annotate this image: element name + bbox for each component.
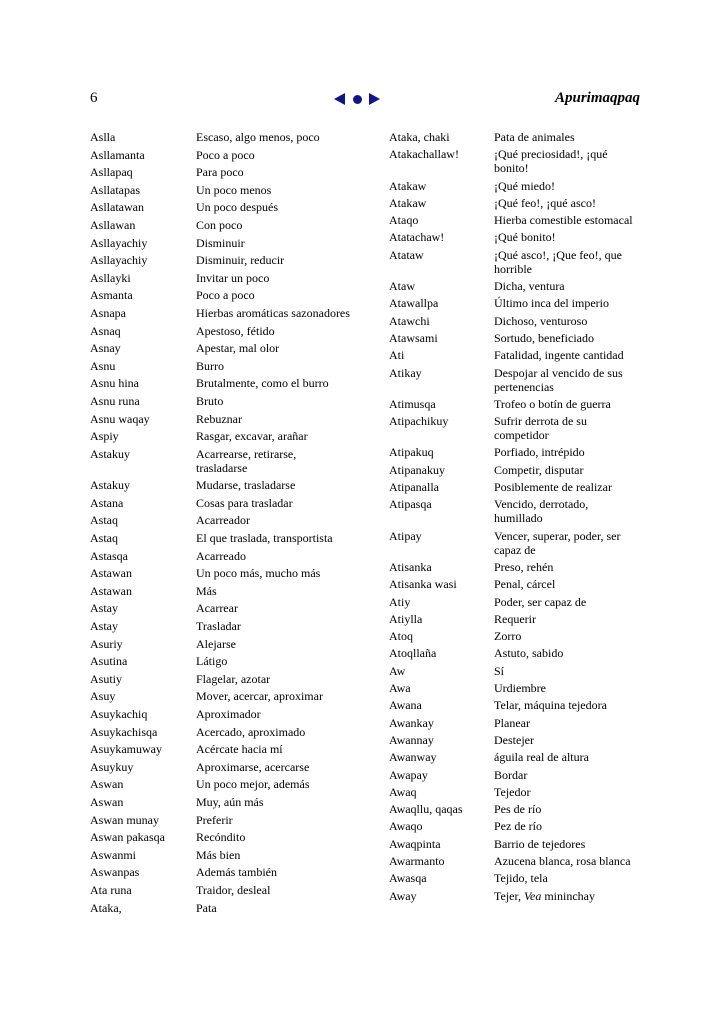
dictionary-entry [90,271,350,285]
dictionary-entry [389,733,639,747]
entry-term: Asnu hina [90,376,139,391]
dictionary-entry [90,200,350,214]
dictionary-entry [389,497,639,525]
entry-definition: Burro [196,358,224,373]
dictionary-entry [389,854,639,868]
entry-term: Astana [90,495,124,510]
dictionary-entry [389,560,639,574]
entry-definition: Disminuir, reducir [196,253,285,268]
entry-term: Asutiy [90,671,123,686]
entry-term: Asllawan [90,217,136,232]
entry-definition: ¡Qué feo!, ¡qué asco! [494,195,596,210]
dictionary-entry [389,331,639,345]
entry-term: Astaq [90,531,118,546]
entry-term: Asllatapas [90,182,140,197]
entry-definition: Competir, disputar [494,462,584,477]
dictionary-entry [90,689,350,703]
entry-term: Asllatawan [90,200,144,215]
entry-definition [494,889,639,903]
entry-definition: Preso, rehén [494,559,554,574]
dictionary-entry [389,716,639,730]
dictionary-entry [90,830,350,844]
entry-definition: Escaso, algo menos, poco [196,130,320,144]
entry-term: Awanway [389,750,437,765]
entry-term: Asuykamuway [90,742,162,757]
entry-definition: Mover, acercar, aproximar [196,689,323,704]
entry-term: Atiy [389,594,411,609]
entry-term: Atisanka [389,559,432,574]
dictionary-entry [389,837,639,851]
dictionary-entry [389,130,639,144]
dictionary-entry [90,883,350,897]
dictionary-entry [90,447,350,475]
entry-definition: Hierba comestible estomacal [494,213,633,228]
entry-term: Awapay [389,767,428,782]
entry-term: Asuykuy [90,759,134,774]
dictionary-entry [90,531,350,545]
entry-term: Astay [90,619,118,634]
entry-term: Atatachaw! [389,230,445,245]
definition-reference: Vea [524,888,542,903]
entry-definition: Un poco más, mucho más [196,566,321,581]
dictionary-entry [90,513,350,527]
entry-term: Asnu [90,358,116,373]
entry-term: Atipanakuy [389,462,445,477]
entry-definition: Recóndito [196,830,246,845]
entry-definition: Porfiado, intrépido [494,445,585,460]
entry-term: Astay [90,601,118,616]
entry-definition: Telar, máquina tejedora [494,698,607,713]
entry-term: Atataw [389,247,424,262]
entry-definition: Bruto [196,393,224,408]
right-column [389,130,639,906]
entry-definition: Traidor, desleal [196,882,271,897]
entry-term: Aswanmi [90,847,136,862]
entry-definition: Preferir [196,812,233,827]
entry-definition: Acarrearse, retirarse, trasladarse [196,446,297,475]
entry-definition: Con poco [196,217,243,232]
entry-term: Atimusqa [389,396,436,411]
dictionary-entry [389,819,639,833]
entry-definition: ¡Qué asco!, ¡Que feo!, que horrible [494,247,622,276]
entry-term: Ataka, [90,900,122,915]
entry-definition: Más [196,583,217,598]
entry-definition: Vencer, superar, poder, ser capaz de [494,528,621,557]
dictionary-entry [90,218,350,232]
dictionary-entry [90,306,350,320]
entry-term: Aw [389,663,406,678]
entry-term: Atisanka wasi [389,577,457,592]
entry-definition: Alejarse [196,636,236,651]
dictionary-entry [389,612,639,626]
entry-definition: Pez de río [494,819,542,834]
dictionary-entry [389,248,639,276]
dictionary-entry [90,865,350,879]
entry-term: Atawchi [389,313,430,328]
entry-definition: Trasladar [196,619,241,634]
dictionary-entry [389,529,639,557]
entry-term: Asnu waqay [90,411,150,426]
dictionary-entry [90,848,350,862]
dictionary-entry [389,646,639,660]
entry-term: Atipanalla [389,480,439,495]
dictionary-entry [90,654,350,668]
entry-definition: Cosas para trasladar [196,495,293,510]
entry-term: Asutina [90,654,128,669]
entry-term: Away [389,888,417,903]
entry-term: Aswan pakasqa [90,830,165,845]
entry-definition: Acércate hacia mí [196,742,283,757]
entry-term: Astaq [90,513,118,528]
entry-definition: Látigo [196,654,228,669]
page-number: 6 [90,90,98,106]
dictionary-entry [389,147,639,175]
entry-definition: Bordar [494,767,528,782]
dictionary-entry [90,253,350,267]
entry-term: Awankay [389,715,434,730]
entry-term: Atikay [389,365,422,380]
dictionary-entry [90,619,350,633]
entry-term: Awannay [389,732,434,747]
entry-term: Aswan [90,777,124,792]
entry-term: Asnaq [90,323,121,338]
entry-term: Asllayachiy [90,253,148,268]
entry-definition: Dicha, ventura [494,279,565,294]
entry-definition: Acarrear [196,601,238,616]
entry-definition: Trofeo o botín de guerra [494,396,611,411]
entry-definition: Acarreador [196,513,250,528]
dictionary-entry [90,412,350,426]
entry-definition: Despojar al vencido de sus pertenencias [494,365,623,394]
entry-term: Asuykachisqa [90,724,158,739]
entry-term: Aswanpas [90,865,140,880]
entry-definition: Apestar, mal olor [196,341,280,356]
entry-term: Asllayachiy [90,235,148,250]
entry-term: Atipakuq [389,445,434,460]
entry-definition: Barrio de tejedores [494,836,586,851]
entry-term: Atipay [389,528,422,543]
entry-definition: Posiblemente de realizar [494,480,612,495]
dictionary-entry [389,802,639,816]
entry-definition: Sí [494,663,505,678]
dictionary-entry [389,577,639,591]
dictionary-entry [389,595,639,609]
entry-term: Atoqllaña [389,646,437,661]
entry-definition: Flagelar, azotar [196,671,271,686]
entry-term: Aswan [90,794,124,809]
dictionary-entry [389,314,639,328]
entry-term: Atakaw [389,178,427,193]
entry-definition: Sortudo, beneficiado [494,330,594,345]
entry-definition: ¡Qué preciosidad!, ¡qué bonito! [494,147,608,176]
dictionary-entry [90,429,350,443]
entry-definition: ¡Qué bonito! [494,230,556,245]
dictionary-entry [389,196,639,210]
entry-definition: Hierbas aromáticas sazonadores [196,305,350,320]
dictionary-entry [389,348,639,362]
entry-term: Ata runa [90,882,132,897]
dictionary-entry [90,478,350,492]
entry-term: Asuy [90,689,116,704]
entry-definition: Más bien [196,847,241,862]
dictionary-entry [90,376,350,390]
dictionary-entry [389,414,639,442]
entry-definition: Un poco después [196,200,278,215]
entry-term: Asllayki [90,270,131,285]
entry-definition: Poco a poco [196,147,255,162]
entry-term: Aswan munay [90,812,159,827]
entry-definition: Acarreado [196,548,246,563]
entry-term: Asuriy [90,636,123,651]
dictionary-entry [90,813,350,827]
entry-term: Awaqo [389,819,423,834]
dictionary-entry [389,213,639,227]
dictionary-entry [389,750,639,764]
entry-definition: Muy, aún más [196,794,264,809]
entry-term: Asllapaq [90,165,133,180]
entry-definition: Para poco [196,165,244,180]
entry-definition: Invitar un poco [196,270,270,285]
dictionary-entry [389,785,639,799]
dictionary-entry [90,601,350,615]
entry-definition: Pata [196,900,217,915]
dictionary-entry [90,341,350,355]
entry-term: Astawan [90,566,132,581]
home-dot-icon[interactable] [353,95,362,104]
entry-definition: Poder, ser capaz de [494,594,587,609]
entry-term: Awa [389,681,411,696]
entry-term: Awaq [389,784,417,799]
dictionary-entry [90,760,350,774]
entry-definition: águila real de altura [494,750,589,765]
entry-definition: Poco a poco [196,288,255,303]
entry-definition: Destejer [494,732,534,747]
definition-text: Tejer, [494,888,521,903]
entry-term: Ataqo [389,213,419,228]
dictionary-entry [90,777,350,791]
dictionary-entry [90,742,350,756]
entry-definition: Astuto, sabido [494,646,564,661]
entry-term: Awaqpinta [389,836,441,851]
next-page-icon[interactable] [369,93,380,105]
entry-term: Atipachikuy [389,414,449,429]
page-navigation [334,91,380,107]
entry-definition: Tejedor [494,784,531,799]
dictionary-entry [90,549,350,563]
entry-term: Atakaw [389,195,427,210]
dictionary-entry [389,698,639,712]
entry-term: Astasqa [90,548,128,563]
entry-definition: El que traslada, transportista [196,531,333,546]
dictionary-entry [389,463,639,477]
dictionary-entry [90,394,350,408]
dictionary-entry [389,664,639,678]
dictionary-entry [389,397,639,411]
entry-definition: Último inca del imperio [494,296,609,311]
dictionary-entry [90,901,350,915]
entry-term: Ataw [389,279,415,294]
dictionary-entry [90,236,350,250]
dictionary-entry [90,359,350,373]
dictionary-entry [90,183,350,197]
entry-definition: Pes de río [494,802,542,817]
entry-term: Awarmanto [389,853,445,868]
entry-definition: Sufrir derrota de su competidor [494,414,587,443]
entry-term: Atawallpa [389,296,439,311]
entry-definition: Urdiembre [494,681,546,696]
entry-definition: Fatalidad, ingente cantidad [494,348,624,363]
entry-term: Awaqllu, qaqas [389,802,463,817]
entry-definition: Aproximarse, acercarse [196,759,310,774]
dictionary-entry [90,130,350,144]
entry-definition: Requerir [494,611,536,626]
dictionary-entry [90,496,350,510]
dictionary-entry [90,148,350,162]
dictionary-entry [389,230,639,244]
entry-definition: Dichoso, venturoso [494,313,588,328]
dictionary-entry [389,889,639,903]
entry-definition: Rasgar, excavar, arañar [196,429,308,444]
entry-term: Awasqa [389,871,427,886]
entry-definition: Apestoso, fétido [196,323,275,338]
entry-definition: Vencido, derrotado, humillado [494,497,589,526]
dictionary-entry [389,480,639,494]
entry-term: Atiylla [389,611,423,626]
dictionary-entry [90,725,350,739]
previous-page-icon[interactable] [334,93,345,105]
entry-definition: Penal, cárcel [494,577,556,592]
entry-definition: Un poco menos [196,182,272,197]
dictionary-entry [389,366,639,394]
dictionary-entry [389,629,639,643]
definition-text-after: mininchay [541,888,595,903]
dictionary-entry [90,672,350,686]
entry-definition: Además también [196,865,277,880]
entry-term: Aspiy [90,429,119,444]
entry-term: Atawsami [389,330,438,345]
dictionary-entry [90,566,350,580]
entry-term: Astakuy [90,478,130,493]
page-header [90,90,640,110]
dictionary-entry [389,681,639,695]
dictionary-entry [90,324,350,338]
dictionary-entry [389,296,639,310]
dictionary-entry [389,179,639,193]
entry-term: Atipasqa [389,497,432,512]
entry-definition: Planear [494,715,530,730]
entry-definition: Disminuir [196,235,245,250]
running-title: Apurimaqpaq [554,90,640,106]
dictionary-entry [389,768,639,782]
entry-term: Asnu runa [90,393,140,408]
entry-term: Asnapa [90,305,126,320]
entry-term: Ati [389,348,405,363]
entry-term: Astawan [90,583,132,598]
entry-definition: Brutalmente, como el burro [196,376,329,391]
entry-definition: Mudarse, trasladarse [196,478,296,493]
entry-definition: Un poco mejor, además [196,777,310,792]
dictionary-entry [90,288,350,302]
entry-term: Astakuy [90,446,130,461]
dictionary-entry [90,795,350,809]
entry-definition: Pata de animales [494,130,575,144]
entry-term: Aslla [90,130,116,144]
entry-term: Asmanta [90,288,133,303]
entry-term: Atoq [389,629,413,644]
dictionary-entry [90,165,350,179]
dictionary-entry [90,584,350,598]
entry-term: Ataka, chaki [389,130,450,144]
dictionary-entry [389,445,639,459]
entry-term: Asnay [90,341,121,356]
entry-term: Asllamanta [90,147,145,162]
entry-definition: Rebuznar [196,411,242,426]
dictionary-entry [389,279,639,293]
dictionary-entry [90,707,350,721]
entry-definition: Aproximador [196,707,261,721]
entry-term: Awana [389,698,422,713]
left-column [90,130,350,918]
entry-definition: ¡Qué miedo! [494,178,555,193]
entry-definition: Acercado, aproximado [196,724,306,739]
entry-definition: Tejido, tela [494,871,548,886]
dictionary-entry [90,637,350,651]
entry-term: Asuykachiq [90,707,148,721]
dictionary-entry [389,871,639,885]
entry-term: Atakachallaw! [389,147,459,162]
entry-definition: Zorro [494,629,522,644]
entry-definition: Azucena blanca, rosa blanca [494,853,631,868]
